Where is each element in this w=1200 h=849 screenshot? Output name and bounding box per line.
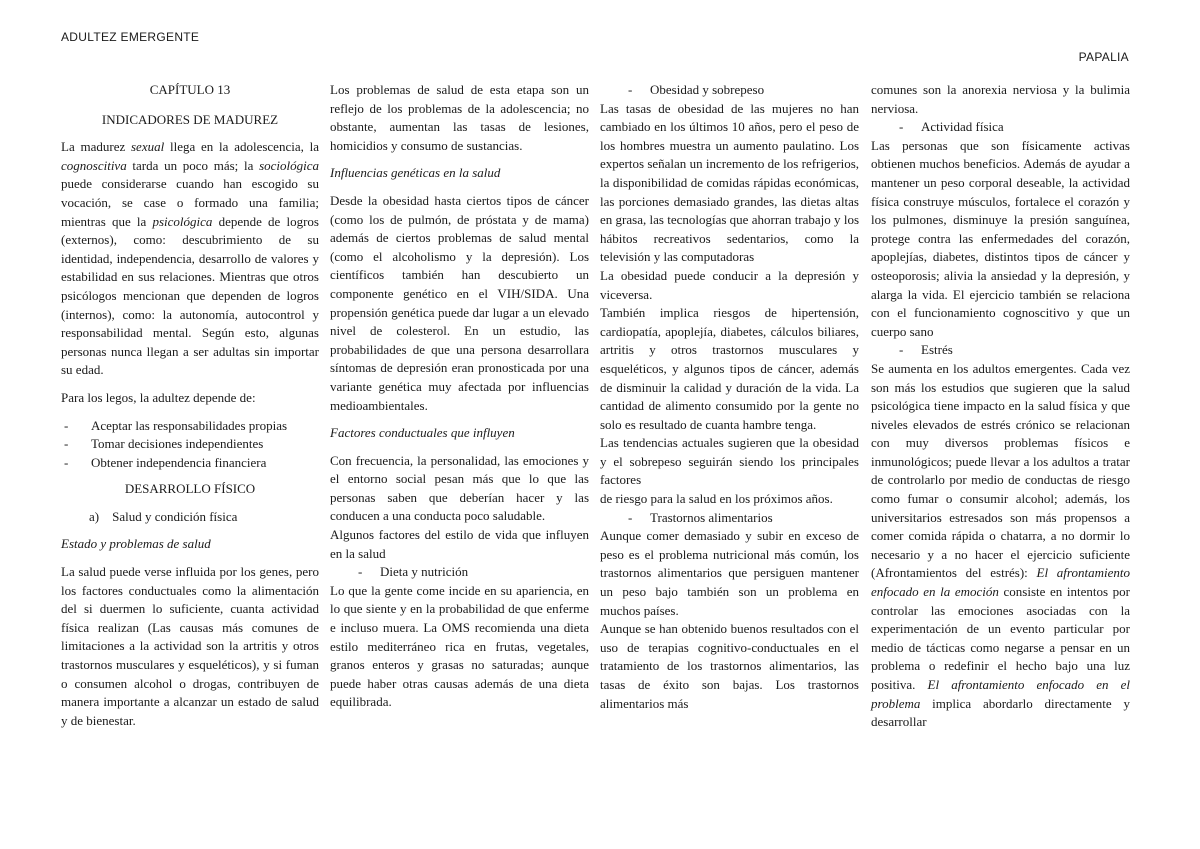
bullet-heading: - Estrés: [899, 342, 953, 358]
bullet-heading: - Actividad física: [899, 119, 1004, 135]
bullet-heading: - Dieta y nutrición: [358, 564, 469, 580]
subheading: Estado y problemas de salud: [61, 536, 211, 552]
maturity-list: [61, 417, 319, 473]
paragraph: Las tendencias actuales sugieren que la obesidad y el sobrepeso seguirán siendo los principales factores: [600, 435, 859, 488]
paragraph: Algunos factores del estilo de vida que influyen en la salud: [330, 527, 589, 561]
list-item: - Aceptar las responsabilidades propias: [61, 417, 319, 436]
bullet-heading: - Obesidad y sobrepeso: [628, 82, 765, 97]
column-4: [871, 81, 1130, 732]
paragraph: comunes son la anorexia nerviosa y la bulimia nerviosa.: [871, 82, 1130, 116]
chapter-title: INDICADORES DE MADUREZ: [101, 111, 279, 127]
paragraph: Lo que la gente come incide en su apariencia, en lo que siente y en la probabilidad de que enferme e incluso muera. La OMS recomienda una dieta estilo mediterráneo rica en frutas, vegetales, granos enteros y grasas no saturadas; aunque puede haber otras causas además de una dieta equilibrada.: [330, 582, 589, 710]
chapter-label: CAPÍTULO 13: [149, 82, 231, 97]
paragraph: Para los legos, la adultez depende de:: [61, 389, 256, 405]
running-header-right: PAPALIA: [1078, 50, 1129, 64]
list-item: - Obtener independencia financiera: [61, 454, 319, 473]
paragraph: La obesidad puede conducir a la depresión y viceversa.: [600, 267, 859, 302]
section-heading: DESARROLLO FÍSICO: [124, 481, 256, 497]
bullet-heading: - Trastornos alimentarios: [628, 509, 773, 525]
subheading: Influencias genéticas en la salud: [330, 165, 501, 181]
paragraph: La salud puede verse influida por los genes, pero los factores conductuales como la alimentación del si duermen lo suficiente, cuanta actividad física realizan (Las causas más comunes de limitaciones a la actividad son la artritis y otros trastornos musculares y esqueléticos), y si fuman o consumen alcohol o drogas, contribuyen de manera importante a alcanzar un estado de salud y de bienestar.: [61, 564, 319, 728]
column-1: [61, 81, 319, 730]
paragraph: Desde la obesidad hasta ciertos tipos de cáncer (como los de pulmón, de próstata y de mama) además de ciertos problemas de salud mental (como el alcoholismo y la depresión). Los científicos también han descubierto un componente genético en el VIH/SIDA. Una propensión genética puede dar lugar a un elevado nivel de colesterol. En un estudio, las probabilidades de que una persona desarrollara síntomas de depresión eran pronosticada por una variante genética muy afectada por influencias medioambientales.: [330, 192, 589, 413]
running-header-left: ADULTEZ EMERGENTE: [61, 30, 200, 44]
paragraph: Las tasas de obesidad de las mujeres no han cambiado en los últimos 10 años, pero el peso de los hombres muestra un aumento paulatino. Los expertos señalan un incremento de los refrigerios, la disponibilidad de comidas rápidas económicas, las porciones demasiado grandes, las dietas altas en grasa, las tecnologías que ahorran trabajo y los hábitos recreativos sedentarios, como la televisión y las computadoras: [600, 100, 859, 265]
subheading: Factores conductuales que influyen: [330, 425, 515, 441]
paragraph: También implica riesgos de hipertensión, cardiopatía, apoplejía, diabetes, cálculos biliares, artritis y otros trastornos musculares y esqueléticos, y algunos tipos de cáncer, además de disminuir la calidad y duración de la vida. La cantidad de alimento consumido por la gente no solo es resultado de cuanta hambre tenga.: [600, 305, 859, 432]
paragraph: Los problemas de salud de esta etapa son un reflejo de los problemas de la adolescencia; no obstante, aumentan las tasas de lesiones, homicidios y consumo de sustancias.: [330, 82, 589, 153]
subsection-heading: a) Salud y condición física: [89, 508, 238, 524]
list-item: - Tomar decisiones independientes: [61, 435, 319, 454]
column-3: [600, 81, 859, 713]
paragraph: Aunque comer demasiado y subir en exceso de peso es el problema nutricional más común, los trastornos alimentarios que persiguen mantener un peso bajo también son un problema en muchos países.: [600, 528, 859, 618]
paragraph: Con frecuencia, la personalidad, las emociones y el entorno social pesan más que lo que las personas saben que deberían hacer y las conducen a una conducta poco saludable.: [330, 452, 589, 524]
paragraph: Aunque se han obtenido buenos resultados con el uso de terapias cognitivo-conductuales en el tratamiento de los trastornos alimentarios, las tasas de éxito son bajas. Los trastornos alimentarios más: [600, 621, 859, 711]
paragraph: Las personas que son físicamente activas obtienen muchos beneficios. Además de ayudar a mantener un peso corporal deseable, la actividad física construye músculos, fortalece el corazón y los pulmones, disminuye la presión sanguínea, protege contra las enfermedades del corazón, apoplejías, diabetes, distintos tipos de cáncer y osteoporosis; alivia la ansiedad y la depresión, y alarga la vida. El ejercicio también se relaciona con el funcionamiento cognoscitivo y que un cuerpo sano: [871, 137, 1130, 339]
paragraph: Se aumenta en los adultos emergentes. Cada vez son más los estudios que sugieren que la salud psicológica tiene impacto en la salud física y que niveles elevados de estrés crónico se relacionan con muy diversos problemas físicos e inmunológicos; puede llevar a los adultos a tratar de controlarlo por medio de conductas de riesgo como fumar o consumir alcohol; además, los universitarios estresados son más propensos a comer comida rápida o chatarra, a no dormir lo necesario y a no hacer el ejercicio suficiente (Afrontamientos del estrés): El afrontamiento enfocado en la emoción consiste en intentos por controlar las emociones asociadas con la experimentación de un evento particular por medio de tácticas como negarse a pensar en un problema o redefinir el hecho bajo una luz positiva. El afrontamiento enfocado en el problema implica abordarlo directamente y desarrollar: [871, 360, 1130, 730]
column-2: [330, 81, 589, 712]
paragraph: de riesgo para la salud en los próximos años.: [600, 491, 833, 507]
paragraph: La madurez sexual llega en la adolescencia, la cognoscitiva tarda un poco más; la sociológica puede considerarse cuando han escogido su vocación, se case o formado una familia; mientras que la psicológica depende de logros (externos), como: descubrimiento de su identidad, independencia, desarrollo de valores y estabilidad en sus relaciones. Mientras que otros psicólogos mencionan que dependen de logros (internos), como: la autonomía, autocontrol y responsabilidad mental. Según esto, algunas personas nunca llegan a ser adultas sin importar su edad.: [61, 139, 319, 378]
